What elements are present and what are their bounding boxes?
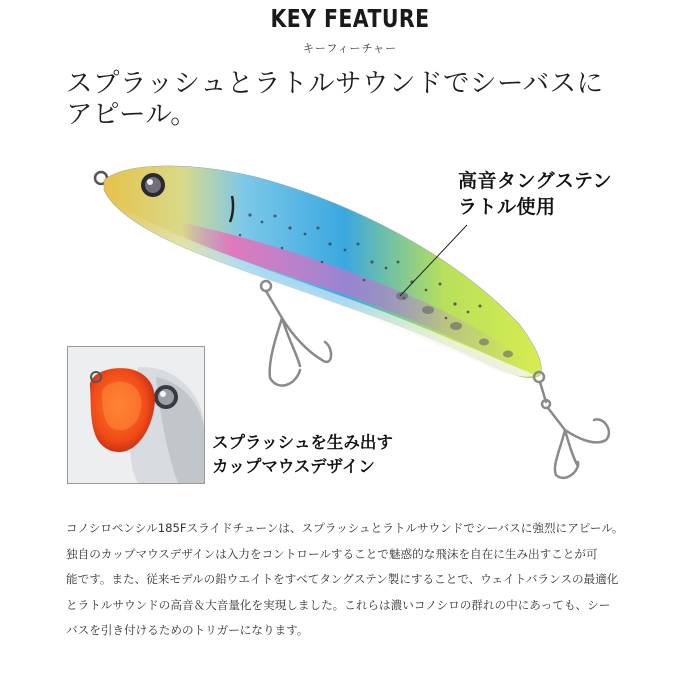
description-line: 独自のカップマウスデザインは入力をコントロールすることで魅惑的な飛沫を自在に生み出すことが可 [66, 546, 598, 561]
heading-title-jp: キーフィーチャー [302, 42, 398, 55]
description-line: 能です。また、従来モデルの鉛ウエイトをすべてタングステン製にすることで、ウェイトバランスの最適化 [66, 572, 619, 586]
cup-mouth-image [68, 347, 204, 483]
description-line: コノシロペンシル185Fスライドチューンは、スプラッシュとラトルサウンドでシーバスに強烈にアピール。 [66, 521, 624, 535]
rattle-callout [458, 168, 612, 220]
description-line: とラトルサウンドの高音＆大音量化を実現しました。これらは濃いコノシロの群れの中にあっても、シー [66, 597, 611, 612]
description-line: バスを引き付けるためのトリガーになります。 [66, 623, 309, 637]
headline-line-1: スプラッシュとラトルサウンドでシーバスに [66, 68, 604, 99]
cup-mouth-inset [67, 346, 205, 484]
rattle-callout-line-1: 高音タングステン [458, 170, 613, 192]
rattle-callout-line-2: ラトル使用 [458, 196, 556, 218]
headline-line-2: アピール。 [66, 99, 198, 130]
cup-callout-line-1: スプラッシュを生み出す [212, 433, 393, 452]
heading-title-en: KEY FEATURE [270, 4, 430, 33]
cup-callout-line-2: カップマウスデザイン [212, 457, 375, 476]
description-text [66, 516, 686, 644]
cup-callout [212, 431, 393, 479]
